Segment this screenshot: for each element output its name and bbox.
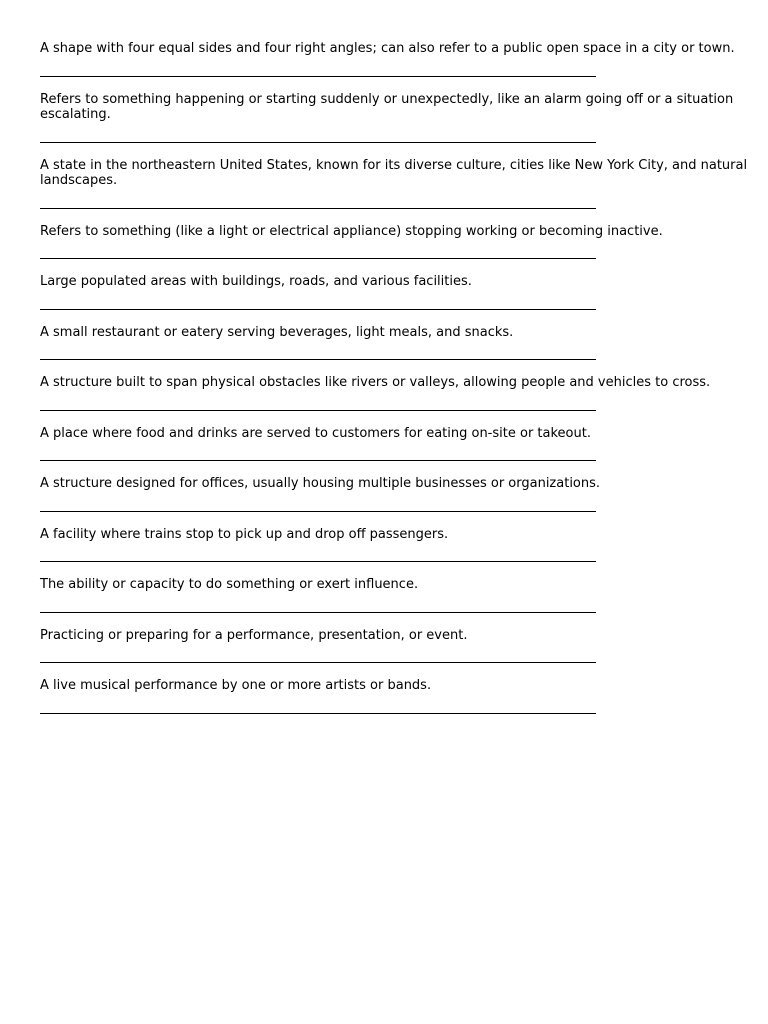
clue-text: Refers to something (like a light or electrical appliance) stopping working or becoming inactive. [40, 223, 663, 239]
clue-text: A structure designed for offices, usually housing multiple businesses or organizations. [40, 476, 601, 491]
clue-item-6 [40, 325, 750, 361]
clue-item-13 [40, 678, 750, 714]
clue-item-11 [40, 577, 750, 613]
clue-text: A facility where trains stop to pick up and drop off passengers. [40, 526, 449, 542]
answer-line[interactable] [40, 612, 596, 613]
answer-line[interactable] [40, 359, 596, 360]
clue-item-3 [40, 158, 750, 209]
clue-text: A live musical performance by one or more artists or bands. [40, 678, 432, 693]
clue-text: The ability or capacity to do something or exert influence. [40, 577, 419, 592]
answer-line[interactable] [40, 662, 596, 663]
answer-line[interactable] [40, 511, 596, 512]
answer-line[interactable] [40, 258, 596, 259]
clue-item-7 [40, 375, 750, 411]
worksheet [40, 41, 750, 729]
clue-item-5 [40, 274, 750, 310]
answer-line[interactable] [40, 410, 596, 411]
clue-item-1 [40, 41, 750, 77]
answer-line[interactable] [40, 76, 596, 77]
clue-text: Large populated areas with buildings, roads, and various facilities. [40, 274, 472, 289]
answer-line[interactable] [40, 561, 596, 562]
clue-text: Refers to something happening or starting suddenly or unexpectedly, like an alarm going off or a situation escalating. [40, 91, 734, 122]
clue-item-10 [40, 527, 750, 563]
clue-item-12 [40, 628, 750, 664]
answer-line[interactable] [40, 208, 596, 209]
answer-line[interactable] [40, 142, 596, 143]
clue-item-4 [40, 224, 750, 260]
clue-text: Practicing or preparing for a performance, presentation, or event. [40, 627, 468, 643]
clue-text: A small restaurant or eatery serving beverages, light meals, and snacks. [40, 324, 514, 340]
clue-text: A shape with four equal sides and four right angles; can also refer to a public open space in a city or town. [40, 41, 735, 56]
clue-item-9 [40, 476, 750, 512]
clue-text: A place where food and drinks are served to customers for eating on-site or takeout. [40, 425, 591, 441]
answer-line[interactable] [40, 309, 596, 310]
clue-text: A structure built to span physical obstacles like rivers or valleys, allowing people and vehicles to cross. [40, 375, 711, 390]
answer-line[interactable] [40, 713, 596, 714]
clue-text: A state in the northeastern United States, known for its diverse culture, cities like New York City, and natural landscapes. [40, 157, 748, 188]
answer-line[interactable] [40, 460, 596, 461]
clue-item-8 [40, 426, 750, 462]
clue-item-2 [40, 92, 750, 143]
